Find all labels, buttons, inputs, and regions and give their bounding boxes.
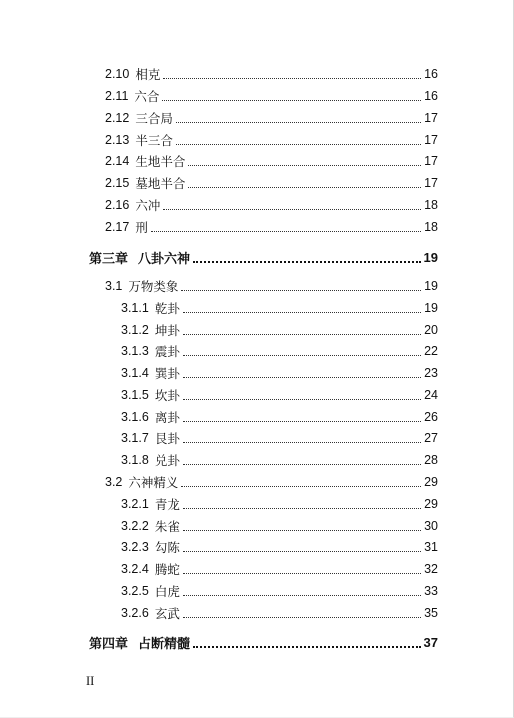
toc-entry[interactable] bbox=[121, 363, 438, 383]
toc-entry[interactable] bbox=[121, 341, 438, 361]
toc-entry[interactable] bbox=[105, 86, 438, 106]
toc-dot-leader bbox=[181, 485, 421, 487]
toc-entry-title: 墓地半合 bbox=[135, 176, 186, 191]
toc-dot-leader bbox=[183, 616, 421, 618]
toc-entry-number: 3.1.1 bbox=[121, 301, 149, 315]
toc-entry-number: 2.16 bbox=[105, 198, 130, 212]
toc-entry-page: 24 bbox=[424, 388, 438, 402]
toc-entry-number: 3.2.3 bbox=[121, 540, 149, 554]
toc-entry-number: 2.15 bbox=[105, 176, 130, 190]
toc-entry[interactable] bbox=[121, 407, 438, 427]
toc-dot-leader bbox=[183, 529, 421, 531]
toc-entry-page: 20 bbox=[424, 323, 438, 337]
toc-entry-number: 2.13 bbox=[105, 133, 130, 147]
toc-entry[interactable] bbox=[105, 217, 438, 237]
toc-entry[interactable] bbox=[121, 494, 438, 514]
toc-entry[interactable] bbox=[121, 428, 438, 448]
toc-entry[interactable] bbox=[121, 385, 438, 405]
toc-entry-title: 白虎 bbox=[154, 584, 180, 599]
toc-entry-title: 勾陈 bbox=[154, 540, 180, 555]
toc-entry-number: 3.2.5 bbox=[121, 584, 149, 598]
toc-dot-leader bbox=[163, 77, 421, 79]
toc-entry-page: 19 bbox=[423, 249, 438, 265]
toc-entry-number: 3.2.6 bbox=[121, 606, 149, 620]
toc-entry[interactable] bbox=[121, 559, 438, 579]
toc-entry-number: 3.2.1 bbox=[121, 497, 149, 511]
toc-entry[interactable] bbox=[121, 298, 438, 318]
toc-entry-title: 坎卦 bbox=[154, 388, 180, 403]
toc-entry-number: 2.14 bbox=[105, 154, 130, 168]
toc-entry-page: 32 bbox=[424, 562, 438, 576]
toc-entry-page: 33 bbox=[424, 584, 438, 598]
toc-entry-title: 刑 bbox=[135, 220, 148, 235]
toc-entry-page: 29 bbox=[424, 475, 438, 489]
toc-dot-leader bbox=[183, 572, 421, 574]
toc-entry[interactable] bbox=[105, 108, 438, 128]
toc-entry[interactable] bbox=[105, 472, 438, 492]
toc-dot-leader bbox=[163, 208, 421, 210]
toc-entry-title: 六冲 bbox=[135, 198, 161, 213]
toc-dot-leader bbox=[183, 354, 421, 356]
toc-entry-page: 30 bbox=[424, 519, 438, 533]
toc-entry[interactable] bbox=[105, 151, 438, 171]
toc-dot-leader bbox=[183, 463, 421, 465]
toc-entry[interactable] bbox=[105, 64, 438, 84]
toc-dot-leader bbox=[181, 289, 421, 291]
toc-dot-leader bbox=[183, 311, 421, 313]
toc-entry[interactable] bbox=[105, 195, 438, 215]
toc-entry-title: 兑卦 bbox=[154, 453, 180, 468]
toc-entry-number: 第四章 bbox=[89, 636, 129, 652]
toc-entry-number: 3.1.8 bbox=[121, 453, 149, 467]
toc-entry[interactable] bbox=[121, 516, 438, 536]
toc-entry-number: 2.17 bbox=[105, 220, 130, 234]
toc-entry-page: 17 bbox=[424, 176, 438, 190]
toc-entry[interactable] bbox=[121, 320, 438, 340]
toc-dot-leader bbox=[183, 333, 421, 335]
toc-chapter-entry[interactable] bbox=[89, 632, 438, 652]
toc-dot-leader bbox=[183, 420, 421, 422]
toc-entry-title: 离卦 bbox=[154, 410, 180, 425]
toc-entry-number: 3.1.3 bbox=[121, 344, 149, 358]
toc-entry[interactable] bbox=[121, 581, 438, 601]
toc-entry-number: 第三章 bbox=[89, 251, 129, 267]
toc-entry[interactable] bbox=[121, 537, 438, 557]
toc-entry-title: 万物类象 bbox=[128, 279, 179, 294]
toc-dot-leader bbox=[183, 550, 421, 552]
toc-dot-leader bbox=[162, 99, 421, 101]
toc-dot-leader bbox=[183, 398, 421, 400]
toc-entry-number: 3.1 bbox=[105, 279, 123, 293]
toc-entry-title: 半三合 bbox=[135, 133, 173, 148]
toc-entry-title: 相克 bbox=[135, 67, 161, 82]
toc-entry-title: 腾蛇 bbox=[154, 562, 180, 577]
toc-dot-leader bbox=[193, 260, 421, 263]
toc-entry-number: 3.1.4 bbox=[121, 366, 149, 380]
toc-entry-page: 31 bbox=[424, 540, 438, 554]
toc-entry-title: 坤卦 bbox=[154, 323, 180, 338]
toc-entry-title: 玄武 bbox=[154, 606, 180, 621]
toc-entry-page: 16 bbox=[424, 67, 438, 81]
toc-dot-leader bbox=[176, 121, 421, 123]
toc-entry-title: 三合局 bbox=[135, 111, 173, 126]
toc-entry-number: 3.1.7 bbox=[121, 431, 149, 445]
toc-dot-leader bbox=[183, 507, 421, 509]
toc-entry-title: 六合 bbox=[134, 89, 160, 104]
toc-entry-title: 艮卦 bbox=[154, 431, 180, 446]
toc-entry-page: 23 bbox=[424, 366, 438, 380]
toc-entry-page: 18 bbox=[424, 198, 438, 212]
toc-entry-number: 3.1.6 bbox=[121, 410, 149, 424]
toc-entry-page: 28 bbox=[424, 453, 438, 467]
toc-entry-title: 八卦六神 bbox=[138, 251, 191, 267]
toc-entry-page: 18 bbox=[424, 220, 438, 234]
toc-entry-title: 震卦 bbox=[154, 344, 180, 359]
toc-entry[interactable] bbox=[105, 130, 438, 150]
toc-entry[interactable] bbox=[105, 173, 438, 193]
toc-entry-number: 2.10 bbox=[105, 67, 130, 81]
toc-entry[interactable] bbox=[105, 276, 438, 296]
toc-entry-number: 3.1.2 bbox=[121, 323, 149, 337]
toc-dot-leader bbox=[176, 143, 421, 145]
toc-entry-page: 29 bbox=[424, 497, 438, 511]
toc-entry-number: 3.1.5 bbox=[121, 388, 149, 402]
toc-entry-number: 2.12 bbox=[105, 111, 130, 125]
toc-entry-page: 17 bbox=[424, 154, 438, 168]
footer-page-number: II bbox=[86, 674, 95, 688]
toc-entry-title: 青龙 bbox=[154, 497, 180, 512]
toc-entry-number: 3.2.4 bbox=[121, 562, 149, 576]
toc-entry-page: 37 bbox=[423, 634, 438, 650]
toc-entry-page: 19 bbox=[424, 279, 438, 293]
toc-entry-page: 16 bbox=[424, 89, 438, 103]
toc-entry-number: 3.2.2 bbox=[121, 519, 149, 533]
toc-entry-page: 22 bbox=[424, 344, 438, 358]
toc-entry-page: 19 bbox=[424, 301, 438, 315]
toc-entry-page: 17 bbox=[424, 111, 438, 125]
toc-dot-leader bbox=[183, 376, 421, 378]
toc-dot-leader bbox=[188, 186, 421, 188]
toc-dot-leader bbox=[183, 594, 421, 596]
toc-dot-leader bbox=[188, 164, 421, 166]
toc-entry-title: 乾卦 bbox=[154, 301, 180, 316]
toc-dot-leader bbox=[151, 230, 421, 232]
toc-entry[interactable] bbox=[121, 603, 438, 623]
toc-entry-title: 巽卦 bbox=[154, 366, 180, 381]
toc-chapter-entry[interactable] bbox=[89, 247, 438, 267]
toc-entry-title: 六神精义 bbox=[128, 475, 179, 490]
toc-entry-page: 35 bbox=[424, 606, 438, 620]
toc-entry-title: 朱雀 bbox=[154, 519, 180, 534]
toc-entry-title: 生地半合 bbox=[135, 154, 186, 169]
toc-entry-page: 26 bbox=[424, 410, 438, 424]
toc-entry-title: 占断精髓 bbox=[138, 636, 191, 652]
toc-entry-page: 27 bbox=[424, 431, 438, 445]
toc-entry-page: 17 bbox=[424, 133, 438, 147]
toc-dot-leader bbox=[183, 441, 421, 443]
toc-entry[interactable] bbox=[121, 450, 438, 470]
toc-entry-number: 3.2 bbox=[105, 475, 123, 489]
toc-dot-leader bbox=[193, 645, 421, 648]
toc-entry-number: 2.11 bbox=[105, 89, 129, 103]
